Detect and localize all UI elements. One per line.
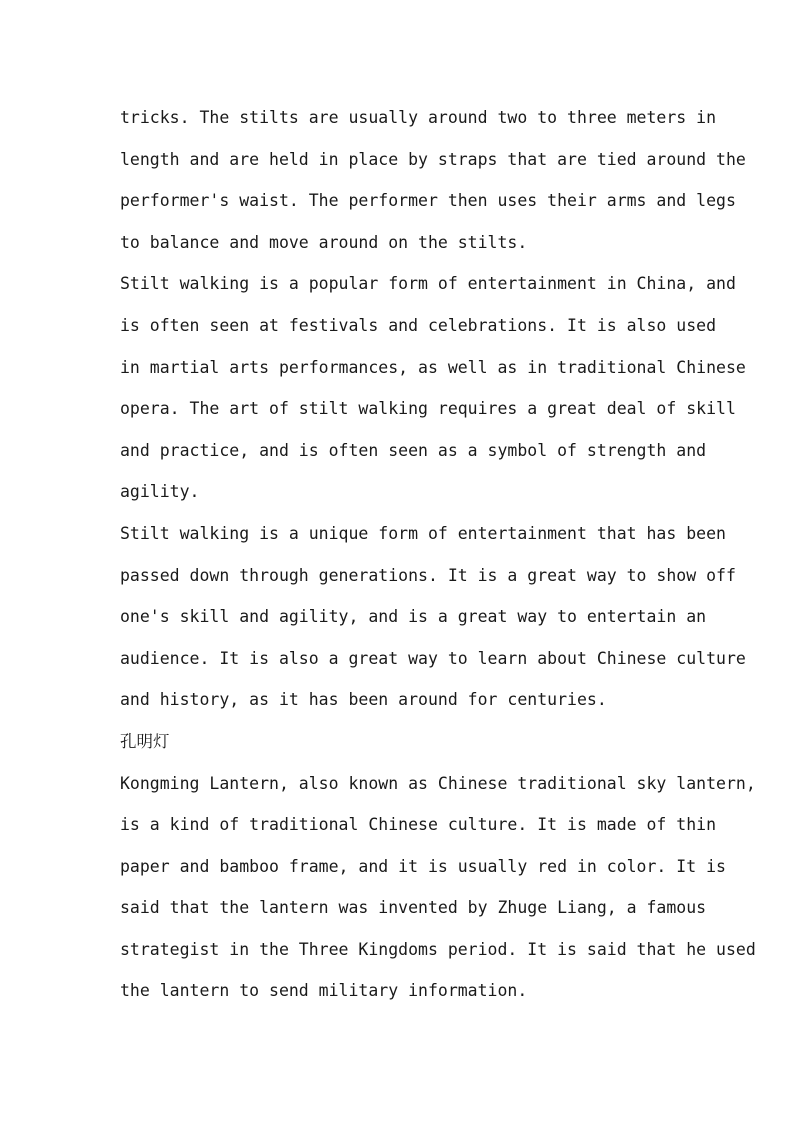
text-line: paper and bamboo frame, and it is usually red in color. It is xyxy=(120,856,726,876)
paragraph-kongming-lantern xyxy=(120,763,756,1013)
section-heading: 孔明灯 xyxy=(120,731,170,751)
text-line: Kongming Lantern, also known as Chinese traditional sky lantern, xyxy=(120,773,756,793)
text-line: is a kind of traditional Chinese culture. It is made of thin xyxy=(120,815,717,835)
text-line: Stilt walking is a unique form of entertainment that has been xyxy=(120,523,726,543)
text-line: the lantern to send military information. xyxy=(120,981,528,1001)
text-line: said that the lantern was invented by Zhuge Liang, a famous xyxy=(120,898,707,918)
text-line: and history, as it has been around for centuries. xyxy=(120,690,607,710)
text-line: Stilt walking is a popular form of entertainment in China, and xyxy=(120,274,736,294)
text-line: agility. xyxy=(120,482,200,502)
text-line: length and are held in place by straps that are tied around the xyxy=(120,149,746,169)
text-line: tricks. The stilts are usually around two to three meters in xyxy=(120,108,717,127)
text-line: audience. It is also a great way to learn about Chinese culture xyxy=(120,648,746,668)
text-line: one's skill and agility, and is a great way to entertain an xyxy=(120,607,707,627)
paragraph-stilt-popular xyxy=(120,263,746,513)
paragraph-stilt-unique xyxy=(120,513,746,721)
body-text xyxy=(120,97,756,1012)
text-line: is often seen at festivals and celebrations. It is also used xyxy=(120,315,717,335)
text-line: to balance and move around on the stilts. xyxy=(120,232,528,252)
text-line: passed down through generations. It is a great way to show off xyxy=(120,565,736,585)
text-line: strategist in the Three Kingdoms period. It is said that he used xyxy=(120,939,756,959)
text-line: performer's waist. The performer then uses their arms and legs xyxy=(120,191,736,211)
text-line: and practice, and is often seen as a symbol of strength and xyxy=(120,440,707,460)
text-line: in martial arts performances, as well as in traditional Chinese xyxy=(120,357,746,377)
paragraph-stilt-structure xyxy=(120,97,746,263)
text-line: opera. The art of stilt walking requires a great deal of skill xyxy=(120,399,736,419)
